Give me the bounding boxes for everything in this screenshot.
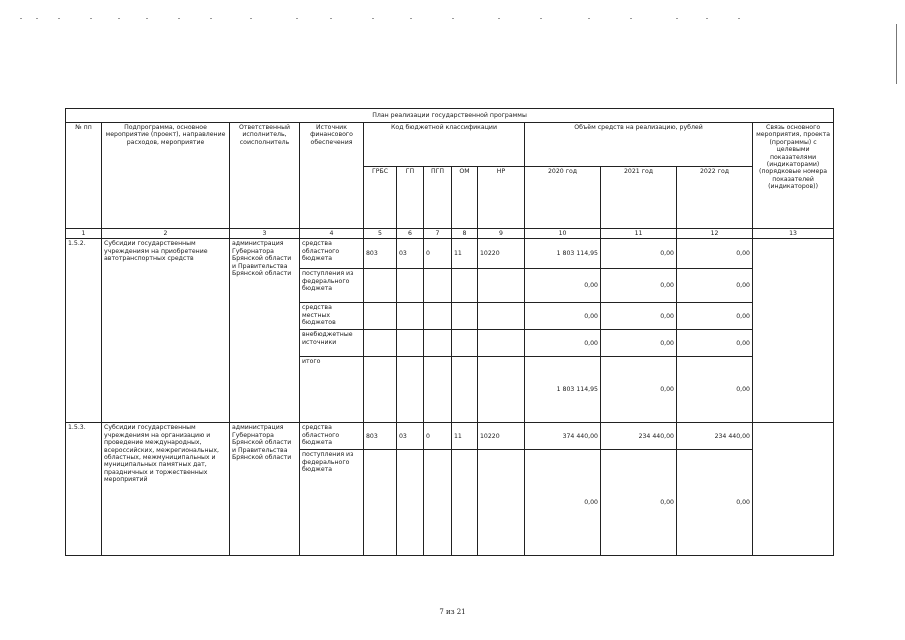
pgp-code bbox=[424, 303, 452, 330]
amount-2020: 0,00 bbox=[525, 303, 601, 330]
activity-name: Субсидии государственным учреждениям на приобретение автотранспортных средств bbox=[102, 239, 230, 423]
header-pgp: ПГП bbox=[424, 167, 452, 229]
om-code bbox=[452, 357, 478, 423]
header-2022: 2022 год bbox=[677, 167, 753, 229]
scan-edge-line bbox=[896, 24, 897, 84]
plan-table bbox=[65, 108, 834, 556]
om-code bbox=[452, 303, 478, 330]
nr-code: 10220 bbox=[478, 423, 525, 450]
row-number: 1.5.3. bbox=[66, 423, 102, 556]
amount-2021: 0,00 bbox=[601, 330, 677, 357]
pgp-code bbox=[424, 269, 452, 303]
header-volume: Объём средств на реализацию, рублей bbox=[525, 123, 753, 167]
grbs-code bbox=[364, 450, 397, 556]
amount-2020: 1 803 114,95 bbox=[525, 357, 601, 423]
amount-2021: 0,00 bbox=[601, 357, 677, 423]
table-row bbox=[66, 423, 834, 450]
column-number: 6 bbox=[397, 229, 424, 239]
nr-code bbox=[478, 330, 525, 357]
gp-code bbox=[397, 450, 424, 556]
amount-2021: 0,00 bbox=[601, 269, 677, 303]
amount-2022: 0,00 bbox=[677, 357, 753, 423]
column-number: 11 bbox=[601, 229, 677, 239]
header-executor: Ответственный исполнитель, соисполнитель bbox=[230, 123, 300, 229]
pgp-code bbox=[424, 357, 452, 423]
header-nr: НР bbox=[478, 167, 525, 229]
amount-2021: 0,00 bbox=[601, 303, 677, 330]
om-code bbox=[452, 330, 478, 357]
table-caption: План реализации государственной программы bbox=[66, 109, 834, 123]
header-source: Источник финансового обеспечения bbox=[300, 123, 364, 229]
column-number: 10 bbox=[525, 229, 601, 239]
header-subprogram: Подпрограмма, основное мероприятие (проект), направление расходов, мероприятие bbox=[102, 123, 230, 229]
funding-source: поступления из федерального бюджета bbox=[300, 450, 364, 556]
indicator-link bbox=[753, 239, 834, 423]
om-code: 11 bbox=[452, 423, 478, 450]
gp-code: 03 bbox=[397, 239, 424, 269]
gp-code bbox=[397, 330, 424, 357]
funding-source: внебюджетные источники bbox=[300, 330, 364, 357]
amount-2022: 0,00 bbox=[677, 330, 753, 357]
column-number: 8 bbox=[452, 229, 478, 239]
grbs-code bbox=[364, 357, 397, 423]
header-grbs: ГРБС bbox=[364, 167, 397, 229]
header-om: ОМ bbox=[452, 167, 478, 229]
amount-2022: 0,00 bbox=[677, 239, 753, 269]
funding-source: итого bbox=[300, 357, 364, 423]
column-number: 9 bbox=[478, 229, 525, 239]
scan-noise bbox=[0, 18, 905, 22]
amount-2020: 374 440,00 bbox=[525, 423, 601, 450]
grbs-code bbox=[364, 303, 397, 330]
header-num: № пп bbox=[66, 123, 102, 229]
amount-2022: 234 440,00 bbox=[677, 423, 753, 450]
amount-2021: 234 440,00 bbox=[601, 423, 677, 450]
executor: администрация Губернатора Брянской области и Правительства Брянской области bbox=[230, 423, 300, 556]
grbs-code bbox=[364, 330, 397, 357]
gp-code bbox=[397, 303, 424, 330]
header-budget-code: Код бюджетной классификации bbox=[364, 123, 525, 167]
column-number: 4 bbox=[300, 229, 364, 239]
nr-code bbox=[478, 357, 525, 423]
gp-code bbox=[397, 357, 424, 423]
gp-code: 03 bbox=[397, 423, 424, 450]
column-number: 3 bbox=[230, 229, 300, 239]
grbs-code: 803 bbox=[364, 423, 397, 450]
amount-2020: 0,00 bbox=[525, 330, 601, 357]
column-numbers-row bbox=[66, 229, 834, 239]
row-number: 1.5.2. bbox=[66, 239, 102, 423]
nr-code bbox=[478, 269, 525, 303]
table-row bbox=[66, 239, 834, 269]
gp-code bbox=[397, 269, 424, 303]
amount-2021: 0,00 bbox=[601, 450, 677, 556]
column-number: 12 bbox=[677, 229, 753, 239]
amount-2020: 0,00 bbox=[525, 269, 601, 303]
om-code bbox=[452, 450, 478, 556]
amount-2020: 1 803 114,95 bbox=[525, 239, 601, 269]
amount-2022: 0,00 bbox=[677, 269, 753, 303]
amount-2020: 0,00 bbox=[525, 450, 601, 556]
amount-2022: 0,00 bbox=[677, 303, 753, 330]
indicator-link bbox=[753, 423, 834, 556]
nr-code bbox=[478, 450, 525, 556]
amount-2021: 0,00 bbox=[601, 239, 677, 269]
funding-source: средства областного бюджета bbox=[300, 423, 364, 450]
activity-name: Субсидии государственным учреждениям на организацию и проведение международных, всероссийских, межрегиональных, областных, межмуниципальных и муниципальных памятных дат, праздничных и торжественных мероприятий bbox=[102, 423, 230, 556]
pgp-code: 0 bbox=[424, 239, 452, 269]
executor: администрация Губернатора Брянской области и Правительства Брянской области bbox=[230, 239, 300, 423]
header-gp: ГП bbox=[397, 167, 424, 229]
om-code bbox=[452, 269, 478, 303]
page-number: 7 из 21 bbox=[439, 608, 466, 616]
amount-2022: 0,00 bbox=[677, 450, 753, 556]
grbs-code bbox=[364, 269, 397, 303]
pgp-code bbox=[424, 450, 452, 556]
pgp-code: 0 bbox=[424, 423, 452, 450]
column-number: 7 bbox=[424, 229, 452, 239]
funding-source: средства областного бюджета bbox=[300, 239, 364, 269]
funding-source: поступления из федерального бюджета bbox=[300, 269, 364, 303]
column-number: 5 bbox=[364, 229, 397, 239]
nr-code bbox=[478, 303, 525, 330]
header-link: Связь основного мероприятия, проекта (программы) с целевыми показателями (индикаторами) (порядковые номера показателей (индикаторов)) bbox=[753, 123, 834, 229]
header-2020: 2020 год bbox=[525, 167, 601, 229]
column-number: 13 bbox=[753, 229, 834, 239]
nr-code: 10220 bbox=[478, 239, 525, 269]
funding-source: средства местных бюджетов bbox=[300, 303, 364, 330]
column-number: 1 bbox=[66, 229, 102, 239]
grbs-code: 803 bbox=[364, 239, 397, 269]
header-2021: 2021 год bbox=[601, 167, 677, 229]
om-code: 11 bbox=[452, 239, 478, 269]
column-number: 2 bbox=[102, 229, 230, 239]
pgp-code bbox=[424, 330, 452, 357]
